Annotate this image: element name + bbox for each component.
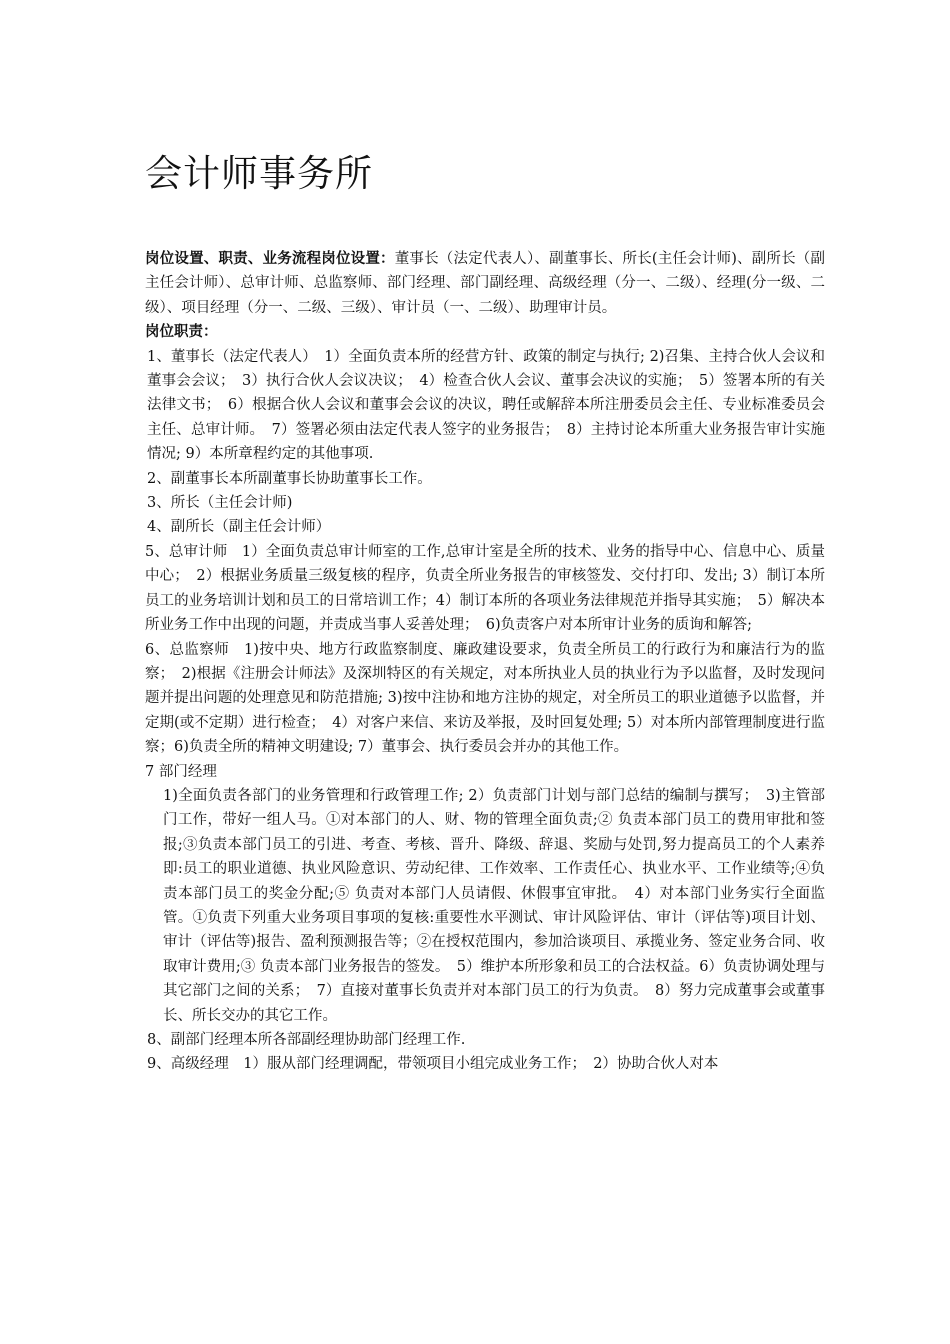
duty-item-vice-chairman: 2、副董事长本所副董事长协助董事长工作。 bbox=[147, 470, 432, 487]
duty-item-senior-manager: 9、高级经理 1）服从部门经理调配，带领项目小组完成业务工作； 2）协助合伙人对本 bbox=[147, 1056, 719, 1073]
duty-item-director: 3、所长（主任会计师) bbox=[147, 495, 293, 512]
intro-paragraph bbox=[145, 247, 825, 320]
document-title: 会计师事务所 bbox=[145, 152, 373, 195]
intro-text: 董事长（法定代表人）、副董事长、所长(主任会计师)、副所长（副主任会计师）、总审计师、总监察师、部门经理、部门副经理、高级经理（分一、二级）、经理(分一级、二级）、项目经理（分一、二级、三级）、审计员（一、二级）、助理审计员。 bbox=[145, 251, 826, 316]
duty-item-deputy-department-manager: 8、副部门经理本所各部副经理协助部门经理工作. bbox=[147, 1032, 466, 1048]
document-body bbox=[145, 247, 825, 1077]
duty-item-chief-auditor: 5、总审计师 1）全面负责总审计师室的工作,总审计室是全所的技术、业务的指导中心、信息中心、质量中心； 2）根据业务质量三级复核的程序，负责全所业务报告的审核签发、交付打印、发出; 3）制订本所员工的业务培训计划和员工的日常培训工作；4）制订本所的各项业务法律规范并指导其实施； 5）解决本所业务工作中出现的问题，并责成当事人妥善处理； 6)负责客户对本所审计业务的质询和解答; bbox=[145, 543, 825, 634]
duty-item-chief-supervisor: 6、总监察师 1)按中央、地方行政监察制度、廉政建设要求，负责全所员工的行政行为和廉洁行为的监察； 2)根据《注册会计师法》及深圳特区的有关规定，对本所执业人员的执业行为予以监督，及时发现问题并提出问题的处理意见和防范措施; 3)按中注协和地方注协的规定，对全所员工的职业道德予以监督，并定期(或不定期）进行检查； 4）对客户来信、来访及举报，及时回复处理; 5）对本所内部管理制度进行监察；6)负责全所的精神文明建设; 7）董事会、执行委员会并办的其他工作。 bbox=[145, 641, 825, 756]
duty-item-department-manager-heading: 7 部门经理 bbox=[145, 763, 217, 780]
duty-item-department-manager: 1)全面负责各部门的业务管理和行政管理工作; 2）负责部门计划与部门总结的编制与撰写； 3)主管部门工作，带好一组人马。①对本部门的人、财、物的管理全面负责;② 负责本部门员工的费用审批和签报;③负责本部门员工的引进、考查、考核、晋升、降级、辞退、奖励与处罚,努力提高员工的个人素养即:员工的职业道德、执业风险意识、劳动纪律、工作效率、工作责任心、执业水平、工作业绩等;④负责本部门员工的奖金分配;⑤ 负责对本部门人员请假、休假事宜审批。 4）对本部门业务实行全面监管。①负责下列重大业务项目事项的复核:重要性水平测试、审计风险评估、审计（评估等)项目计划、审计（评估等)报告、盈利预测报告等；②在授权范围内，参加洽谈项目、承揽业务、签定业务合同、收取审计费用;③ 负责本部门业务报告的签发。 5）维护本所形象和员工的合法权益。6）负责协调处理与其它部门之间的关系； 7）直接对董事长负责并对本部门员工的行为负责。 8）努力完成董事会或董事长、所长交办的其它工作。 bbox=[163, 787, 825, 1024]
duty-item-chairman: 1、董事长（法定代表人） 1）全面负责本所的经营方针、政策的制定与执行; 2)召集、主持合伙人会议和董事会会议； 3）执行合伙人会议决议； 4）检查合伙人会议、董事会决议的实施； 5）签署本所的有关法律文书； 6）根据合伙人会议和董事会会议的决议，聘任或解辞本所注册委员会主任、专业标准委员会主任、总审计师。 7）签署必须由法定代表人签字的业务报告； 8）主持讨论本所重大业务报告审计实施情况; 9）本所章程约定的其他事项. bbox=[147, 348, 825, 463]
duties-heading: 岗位职责： bbox=[145, 324, 218, 341]
duty-item-deputy-director: 4、副所长（副主任会计师） bbox=[147, 519, 331, 536]
intro-lead: 岗位设置、职责、业务流程岗位设置： bbox=[145, 251, 395, 267]
